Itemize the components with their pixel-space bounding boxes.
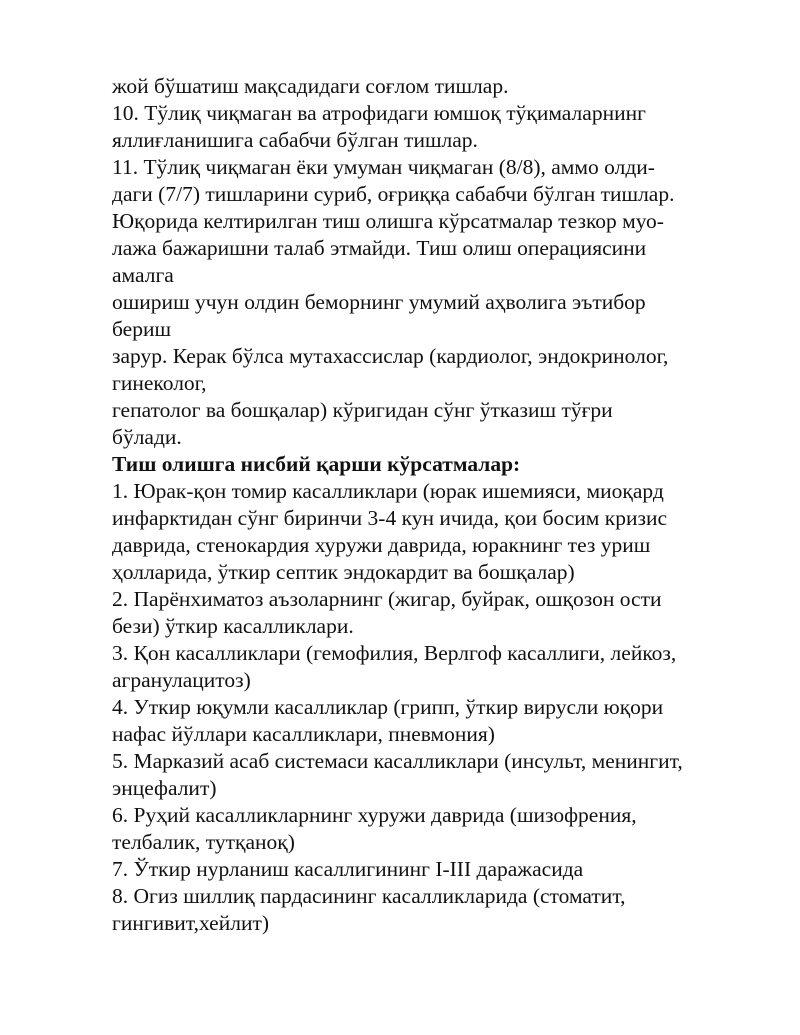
text-line: 11. Тўлиқ чиқмаган ёки умуман чиқмаган (8/8), аммо олди- bbox=[112, 155, 655, 179]
text-line: яллиғланишига сабабчи бўлган тишлар. bbox=[112, 128, 478, 152]
list-item: 5. Марказий асаб системаси касалликлари (инсульт, менингит, bbox=[112, 749, 683, 773]
list-item: 7. Ўткир нурланиш касаллигининг I-III даражасида bbox=[112, 857, 584, 881]
text-line: зарур. Керак бўлса мутахассислар (кардиолог, эндокринолог, bbox=[112, 344, 669, 368]
text-line: Юқорида келтирилган тиш олишга кўрсатмалар тезкор муо- bbox=[112, 209, 664, 233]
text-line: гингивит,хейлит) bbox=[112, 911, 270, 935]
text-line: агранулацитоз) bbox=[112, 668, 251, 692]
text-line: телбалик, тутқаноқ) bbox=[112, 830, 295, 854]
list-item: 1. Юрак-қон томир касалликлари (юрак ишемияси, миоқард bbox=[112, 479, 664, 503]
text-line: жой бўшатиш мақсадидаги соғлом тишлар. bbox=[112, 74, 509, 98]
list-item: 2. Парёнхиматоз аъзоларнинг (жигар, буйрак, ошқозон ости bbox=[112, 587, 662, 611]
text-line: ҳолларида, ўткир септик эндокардит ва бошқалар) bbox=[112, 560, 575, 584]
list-item: 4. Уткир юқумли касалликлар (грипп, ўткир вирусли юқори bbox=[112, 695, 664, 719]
text-line: даврида, стенокардия хуружи даврида, юракнинг тез уриш bbox=[112, 533, 651, 557]
list-item: 6. Руҳий касалликларнинг хуружи даврида (шизофрения, bbox=[112, 803, 637, 827]
text-line: нафас йўллари касалликлари, пневмония) bbox=[112, 722, 495, 746]
document-page bbox=[112, 73, 752, 937]
text-line: 10. Тўлиқ чиқмаган ва атрофидаги юмшоқ тўқималарнинг bbox=[112, 101, 646, 125]
section-heading: Тиш олишга нисбий қарши кўрсатмалар: bbox=[112, 452, 521, 476]
text-line: ошириш учун олдин беморнинг умумий аҳволига эътибор bbox=[112, 290, 646, 314]
text-line: бериш bbox=[112, 317, 172, 341]
text-line: бези) ўткир касалликлари. bbox=[112, 614, 354, 638]
text-line: гепатолог ва бошқалар) кўригидан сўнг ўтказиш тўғри bbox=[112, 398, 613, 422]
text-line: гинеколог, bbox=[112, 371, 207, 395]
text-line: бўлади. bbox=[112, 425, 182, 449]
text-line: лажа бажаришни талаб этмайди. Тиш олиш операциясини bbox=[112, 236, 647, 260]
list-item: 8. Огиз шиллиқ пардасининг касалликларида (стоматит, bbox=[112, 884, 626, 908]
text-line: инфарктидан сўнг биринчи 3-4 кун ичида, қои босим кризис bbox=[112, 506, 667, 530]
list-item: 3. Қон касалликлари (гемофилия, Верлгоф касаллиги, лейкоз, bbox=[112, 641, 677, 665]
text-line: энцефалит) bbox=[112, 776, 217, 800]
text-line: амалга bbox=[112, 263, 174, 287]
text-line: даги (7/7) тишларини суриб, оғриққа сабабчи бўлган тишлар. bbox=[112, 182, 675, 206]
